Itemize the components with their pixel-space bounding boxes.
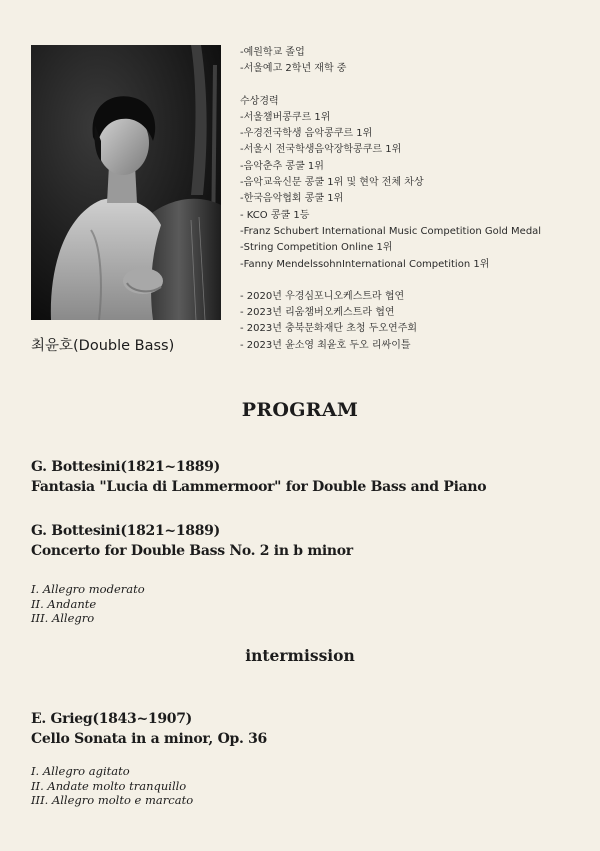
movement-item: II. Andante <box>31 596 97 611</box>
piece-composer: G. Bottesini(1821~1889) <box>31 459 220 475</box>
award-item: -String Competition Online 1위 <box>240 242 393 254</box>
movement-item: II. Andate molto tranquillo <box>31 778 187 793</box>
award-item: -한국음악협회 콩쿨 1위 <box>240 193 344 205</box>
program-title: PROGRAM <box>241 399 359 421</box>
performer-bio <box>240 45 580 354</box>
movement-item: III. Allegro <box>31 611 95 625</box>
performer-photo <box>31 45 221 320</box>
piece-title: Fantasia "Lucia di Lammermoor" for Double Bass and Piano <box>31 479 487 495</box>
performance-item: - 2023년 윤소영 최윤호 두오 리싸이틀 <box>240 339 411 351</box>
piece-composer: E. Grieg(1843~1907) <box>31 711 192 727</box>
intermission-label: intermission <box>245 646 355 665</box>
performance-item: - 2020년 우경심포니오케스트라 협연 <box>240 290 405 302</box>
awards-heading: 수상경력 <box>240 95 279 107</box>
award-item: -서울챔버콩쿠르 1위 <box>240 111 331 123</box>
movement-list <box>31 764 431 808</box>
program-piece <box>31 709 591 749</box>
award-item: -음악교육신문 콩쿨 1위 및 현악 전체 차상 <box>240 177 424 189</box>
award-item: -음악춘추 콩쿨 1위 <box>240 160 324 172</box>
piece-title: Concerto for Double Bass No. 2 in b minor <box>31 543 353 559</box>
movement-item: III. Allegro molto e marcato <box>31 793 194 807</box>
movement-item: I. Allegro moderato <box>31 582 145 596</box>
award-item: -서울시 전국학생음악장학콩쿠르 1위 <box>240 144 402 156</box>
performance-item: - 2023년 충북문화재단 초청 두오연주회 <box>240 323 418 335</box>
movement-list <box>31 582 431 626</box>
award-item: -Fanny MendelssohnInternational Competition 1위 <box>240 258 490 270</box>
award-item: -우경전국학생 음악콩쿠르 1위 <box>240 128 373 140</box>
bio-education-item: -예원학교 졸업 <box>240 47 305 58</box>
program-piece <box>31 521 591 561</box>
bio-education-item: -서울예고 2학년 재학 중 <box>240 63 347 75</box>
piece-title: Cello Sonata in a minor, Op. 36 <box>31 731 267 747</box>
piece-composer: G. Bottesini(1821~1889) <box>31 523 220 539</box>
movement-item: I. Allegro agitato <box>31 764 130 778</box>
award-item: -Franz Schubert International Music Competition Gold Medal <box>240 225 542 237</box>
performance-item: - 2023년 리움챔버오케스트라 협연 <box>240 307 395 319</box>
performer-name: 최윤호(Double Bass) <box>31 338 175 354</box>
program-piece <box>31 457 591 497</box>
award-item: - KCO 콩쿨 1등 <box>240 209 310 221</box>
